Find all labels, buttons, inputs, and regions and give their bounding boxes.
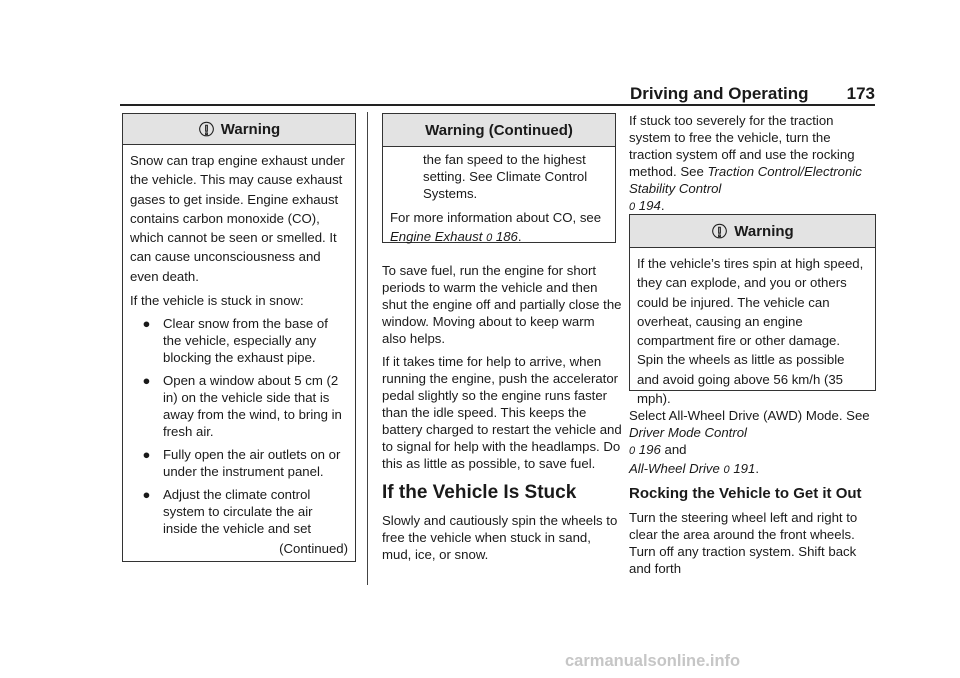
warning-header [630,215,875,248]
warning-paragraph: Snow can trap engine exhaust under the vehicle. This may cause exhaust gases to get inside. Engine exhaust contains carbon monoxide (CO), which cannot be seen or smelled. It can cause unconsciousness and even death. [130,153,345,284]
warning-header [123,114,355,145]
paragraph: To save fuel, run the engine for short periods to warm the vehicle and then shut the engine off and partially close the window. Moving about to keep warm also helps. [382,263,622,346]
link-driver-mode-control[interactable]: Driver Mode Control 0 196 [629,425,747,457]
link-all-wheel-drive[interactable]: All-Wheel Drive 0 191 [629,461,756,476]
paragraph: If it takes time for help to arrive, when running the engine, push the accelerator pedal slightly so the engine runs faster than the idle speed. This keeps the battery charged to restart the vehicle and to signal for help with the headlamps. Do this as little as possible, to save fuel. [382,354,622,471]
warning-icon [198,121,215,138]
list-item: ● Open a window about 5 cm (2 in) on the vehicle side that is away from the wind, to bring in fresh air. [130,372,348,440]
header-rule [120,104,875,106]
bullet-dot: ● [142,487,151,503]
continued-label: (Continued) [279,541,348,557]
bullet-dot: ● [142,316,151,332]
column-3-text-lower [629,407,874,583]
running-header [630,84,875,104]
column-2-text [382,262,622,569]
paragraph: If stuck too severely for the traction system to free the vehicle, turn the traction system off and use the rocking method. See Traction Control/Electronic Stability Control 0 194. [629,113,862,213]
warning-box-snow [122,113,356,562]
warning-paragraph: If the vehicle is stuck in snow: [130,293,304,309]
list-item: ● Clear snow from the base of the vehicle, especially any blocking the exhaust pipe. [130,315,348,366]
warning-continued-header [383,114,615,147]
link-engine-exhaust[interactable]: Engine Exhaust 0 186 [390,229,518,245]
warning-icon [711,223,728,240]
paragraph: Slowly and cautiously spin the wheels to free the vehicle when stuck in sand, mud, ice, or snow. [382,513,618,562]
watermark: carmanualsonline.info [565,652,741,670]
section-heading: If the Vehicle Is Stuck [382,482,577,503]
warning-title: Warning [220,120,281,138]
warning-box-tires [629,214,876,407]
column-divider [367,112,368,585]
bullet-dot: ● [142,447,151,463]
list-item: ● Fully open the air outlets on or under the instrument panel. [130,446,348,480]
bullet-continuation: the fan speed to the highest setting. See Climate Control Systems. [423,152,588,201]
warning-continued-title: Warning (Continued) [425,121,573,139]
warning-title: Warning [734,222,794,240]
paragraph: Turn the steering wheel left and right to clear the area around the front wheels. Turn off any traction system. Shift back and forth [629,510,858,576]
link-traction-control[interactable]: Traction Control/Electronic Stability Control 0 194 [629,164,862,213]
page-number: 173 [846,84,875,103]
warning-continued-body [383,147,615,262]
section-title: Driving and Operating [630,84,809,103]
bullet-dot: ● [142,373,151,389]
section-heading: Rocking the Vehicle to Get it Out [629,485,862,502]
warning-paragraph: If the vehicle’s tires spin at high speed, they can explode, and you or others could be injured. The vehicle can overheat, causing an engine compartment fire or other damage. Spin the wheels as little as possible and avoid going above 56 km/h (35 mph). [637,256,864,407]
co-info: For more information about CO, see Engine Exhaust 0 186. [390,210,602,245]
warning-box-continued [382,113,616,243]
list-item: ● Adjust the climate control system to circulate the air inside the vehicle and set [130,486,348,537]
paragraph: Select All-Wheel Drive (AWD) Mode. See Driver Mode Control 0 196 and All-Wheel Drive 0 191. [629,408,870,476]
column-3-text [629,112,874,222]
warning-body [630,248,875,421]
warning-body [123,145,355,567]
